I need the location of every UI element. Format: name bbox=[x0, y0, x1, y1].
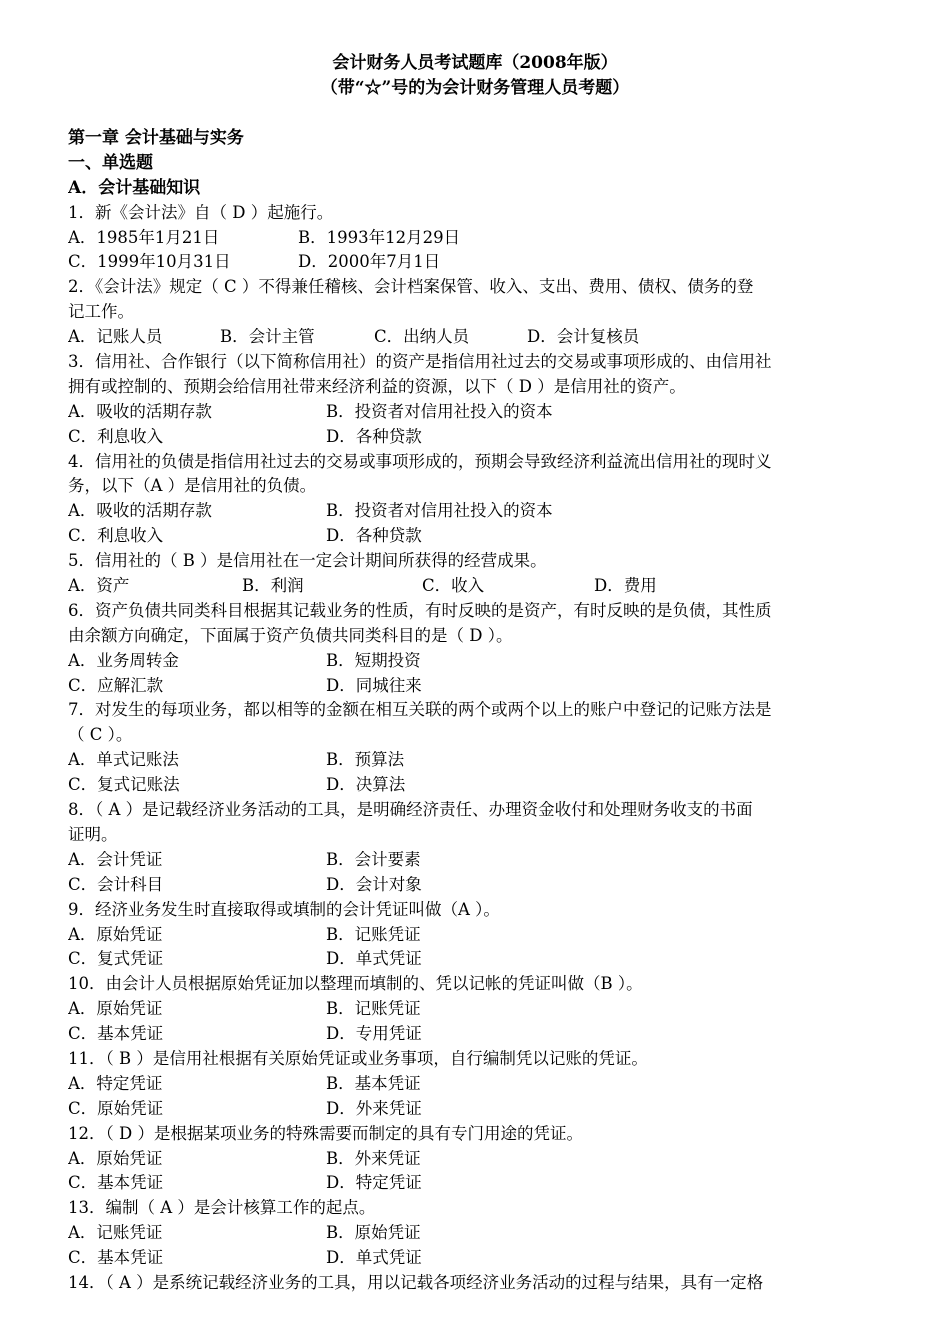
option-b: B．1993年12月29日 bbox=[298, 227, 461, 247]
chapter-heading: 第一章 会计基础与实务 bbox=[68, 128, 244, 148]
question-13-options-row-2 bbox=[68, 1246, 883, 1271]
option-d: D．各种贷款 bbox=[326, 526, 422, 546]
option-d: D．外来凭证 bbox=[326, 1098, 422, 1118]
option-b: B．投资者对信用社投入的资本 bbox=[326, 401, 553, 421]
option-c: C．复式记账法 bbox=[68, 775, 180, 795]
section-heading: 一、单选题 bbox=[68, 152, 153, 173]
option-d: D．专用凭证 bbox=[326, 1024, 422, 1044]
question-3-line-2: 拥有或控制的、预期会给信用社带来经济利益的资源，以下（ D ）是信用社的资产。 bbox=[68, 376, 686, 396]
option-c: C．原始凭证 bbox=[68, 1098, 164, 1118]
question-1: 1．新《会计法》自（ D ）起施行。 bbox=[68, 202, 334, 222]
option-c: C．基本凭证 bbox=[68, 1248, 164, 1268]
question-4-options-row-2 bbox=[68, 524, 883, 549]
option-b: B．基本凭证 bbox=[326, 1073, 421, 1093]
question-2-line-1: 2．《会计法》规定（ C ）不得兼任稽核、会计档案保管、收入、支出、费用、债权、债务的登 bbox=[68, 277, 754, 297]
option-a: A．单式记账法 bbox=[68, 750, 179, 770]
question-6-options-row-2 bbox=[68, 674, 883, 699]
option-c: C．基本凭证 bbox=[68, 1173, 164, 1193]
option-a: A．记账人员 bbox=[68, 327, 163, 347]
option-a: A．吸收的活期存款 bbox=[68, 401, 212, 421]
option-d: D．同城往来 bbox=[326, 675, 422, 695]
question-8-options-row-1 bbox=[68, 848, 883, 873]
question-5: 5．信用社的（ B ）是信用社在一定会计期间所获得的经营成果。 bbox=[68, 551, 547, 571]
option-c: C．会计科目 bbox=[68, 874, 164, 894]
question-14-line-1: 14．（ A ）是系统记载经济业务的工具，用以记载各项经济业务活动的过程与结果，具有一定格 bbox=[68, 1272, 764, 1292]
option-c: C．应解汇款 bbox=[68, 675, 164, 695]
option-b: B．投资者对信用社投入的资本 bbox=[326, 501, 553, 521]
option-d: D．单式凭证 bbox=[326, 1248, 422, 1268]
option-d: D．特定凭证 bbox=[326, 1173, 422, 1193]
option-d: D．会计对象 bbox=[326, 874, 422, 894]
question-2-line-2: 记工作。 bbox=[68, 302, 134, 322]
question-9-options-row-2 bbox=[68, 947, 883, 972]
option-d: D．2000年7月1日 bbox=[298, 252, 441, 272]
option-c: C．出纳人员 bbox=[374, 327, 470, 347]
option-c: C．复式凭证 bbox=[68, 949, 164, 969]
question-10-options-row-1 bbox=[68, 997, 883, 1022]
question-6-line-2: 由余额方向确定，下面属于资产负债共同类科目的是（ D ）。 bbox=[68, 625, 513, 645]
option-a: A．记账凭证 bbox=[68, 1223, 163, 1243]
question-4-options-row-1 bbox=[68, 499, 883, 524]
document-body bbox=[68, 126, 883, 1296]
option-a: A．业务周转金 bbox=[68, 650, 179, 670]
question-12-options-row-1 bbox=[68, 1147, 883, 1172]
option-a: A．1985年1月21日 bbox=[68, 227, 220, 247]
document-subtitle: （带“☆”号的为会计财务管理人员考题） bbox=[320, 78, 630, 98]
option-b: B．短期投资 bbox=[326, 650, 421, 670]
option-b: B．会计主管 bbox=[220, 327, 315, 347]
option-c: C．利息收入 bbox=[68, 526, 164, 546]
option-a: A．会计凭证 bbox=[68, 849, 163, 869]
question-6-options-row-1 bbox=[68, 649, 883, 674]
question-3-options-row-1 bbox=[68, 400, 883, 425]
question-6-line-1: 6．资产负债共同类科目根据其记载业务的性质，有时反映的是资产，有时反映的是负债，其性质 bbox=[68, 600, 772, 620]
question-12: 12．（ D ）是根据某项业务的特殊需要而制定的具有专门用途的凭证。 bbox=[68, 1123, 583, 1143]
question-1-options-row-1 bbox=[68, 226, 883, 251]
option-d: D．会计复核员 bbox=[527, 327, 640, 347]
question-3-line-1: 3．信用社、合作银行（以下简称信用社）的资产是指信用社过去的交易或事项形成的、由信用社 bbox=[68, 352, 772, 372]
option-d: D．单式凭证 bbox=[326, 949, 422, 969]
question-7-options-row-2 bbox=[68, 773, 883, 798]
option-a: A．特定凭证 bbox=[68, 1073, 163, 1093]
option-d: D．各种贷款 bbox=[326, 426, 422, 446]
option-d: D．决算法 bbox=[326, 775, 406, 795]
question-11: 11．（ B ）是信用社根据有关原始凭证或业务事项，自行编制凭以记账的凭证。 bbox=[68, 1048, 648, 1068]
question-9: 9．经济业务发生时直接取得或填制的会计凭证叫做（A ）。 bbox=[68, 899, 500, 919]
question-4-line-2: 务，以下（A ）是信用社的负债。 bbox=[68, 476, 317, 496]
question-7-options-row-1 bbox=[68, 748, 883, 773]
question-1-options-row-2 bbox=[68, 250, 883, 275]
subsection-heading: A．会计基础知识 bbox=[68, 177, 201, 198]
question-3-options-row-2 bbox=[68, 425, 883, 450]
document-title: 会计财务人员考试题库（2008年版） bbox=[332, 53, 618, 73]
option-c: C．收入 bbox=[422, 576, 485, 596]
question-5-options bbox=[68, 574, 883, 599]
question-8-line-1: 8．（ A ）是记载经济业务活动的工具，是明确经济责任、办理资金收付和处理财务收支的书面 bbox=[68, 800, 753, 820]
option-c: C．基本凭证 bbox=[68, 1024, 164, 1044]
question-4-line-1: 4．信用社的负债是指信用社过去的交易或事项形成的，预期会导致经济利益流出信用社的现时义 bbox=[68, 451, 772, 471]
question-8-line-2: 证明。 bbox=[68, 824, 118, 844]
question-10-options-row-2 bbox=[68, 1022, 883, 1047]
question-11-options-row-1 bbox=[68, 1072, 883, 1097]
question-13-options-row-1 bbox=[68, 1221, 883, 1246]
question-7-line-2: （ C ）。 bbox=[68, 725, 133, 745]
question-13: 13．编制（ A ）是会计核算工作的起点。 bbox=[68, 1198, 376, 1218]
option-a: A．原始凭证 bbox=[68, 1148, 163, 1168]
question-8-options-row-2 bbox=[68, 873, 883, 898]
option-b: B．记账凭证 bbox=[326, 924, 421, 944]
option-b: B．预算法 bbox=[326, 750, 405, 770]
option-b: B．外来凭证 bbox=[326, 1148, 421, 1168]
option-c: C．利息收入 bbox=[68, 426, 164, 446]
question-9-options-row-1 bbox=[68, 923, 883, 948]
question-12-options-row-2 bbox=[68, 1171, 883, 1196]
option-b: B．记账凭证 bbox=[326, 999, 421, 1019]
option-a: A．原始凭证 bbox=[68, 924, 163, 944]
question-10: 10．由会计人员根据原始凭证加以整理而填制的、凭以记帐的凭证叫做（B ）。 bbox=[68, 974, 643, 994]
option-b: B．利润 bbox=[242, 576, 304, 596]
option-a: A．资产 bbox=[68, 576, 130, 596]
option-d: D．费用 bbox=[594, 576, 657, 596]
option-a: A．吸收的活期存款 bbox=[68, 501, 212, 521]
question-11-options-row-2 bbox=[68, 1097, 883, 1122]
question-2-options bbox=[68, 325, 883, 350]
option-b: B．会计要素 bbox=[326, 849, 421, 869]
option-a: A．原始凭证 bbox=[68, 999, 163, 1019]
option-b: B．原始凭证 bbox=[326, 1223, 421, 1243]
question-7-line-1: 7．对发生的每项业务，都以相等的金额在相互关联的两个或两个以上的账户中登记的记账方法是 bbox=[68, 700, 772, 720]
option-c: C．1999年10月31日 bbox=[68, 252, 231, 272]
